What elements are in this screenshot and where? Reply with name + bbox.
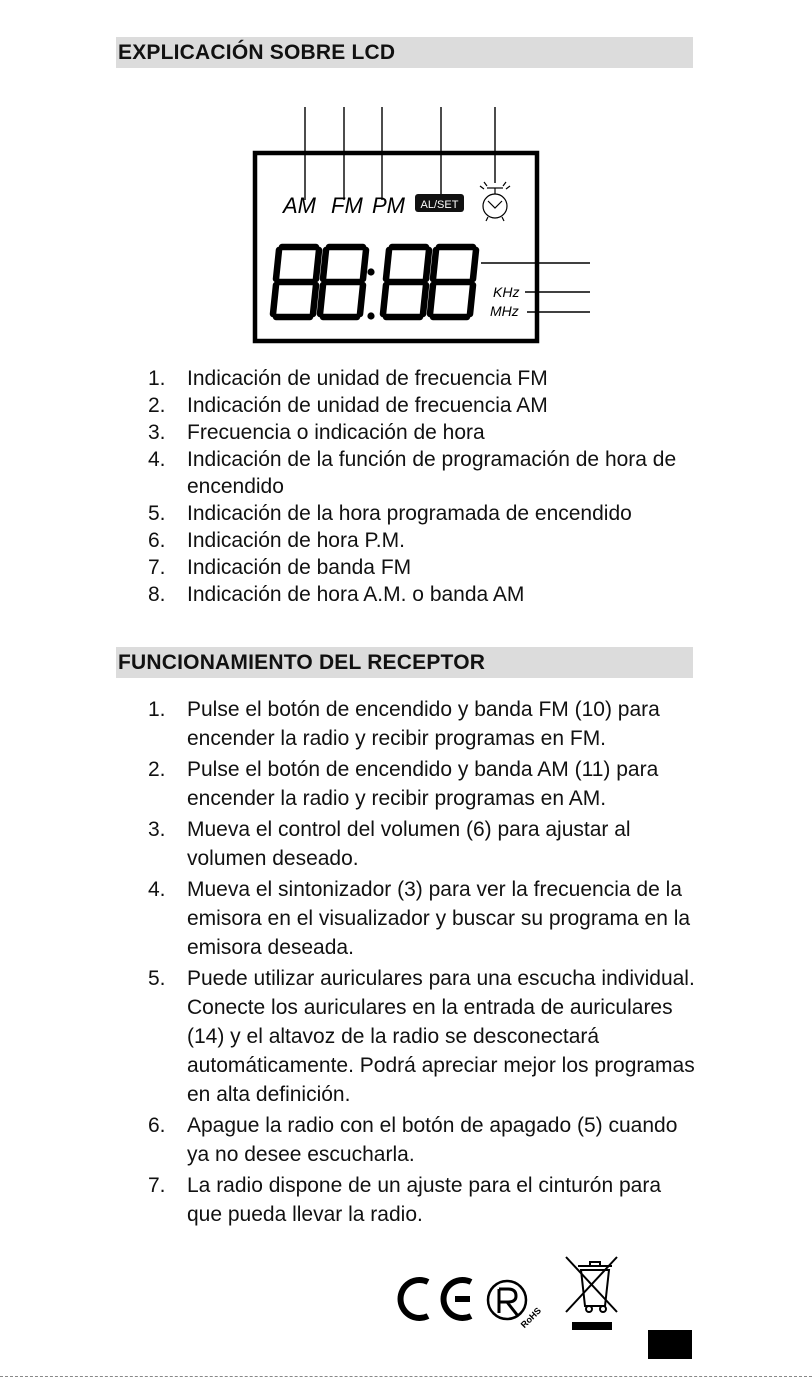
list-item-number: 6. [148, 1114, 166, 1137]
list-item-text: Pulse el botón de encendido y banda FM (10) para encender la radio y recibir programas en FM. [187, 698, 660, 750]
list-item-text: Frecuencia o indicación de hora [187, 421, 485, 444]
list-item [0, 875, 812, 962]
list-item-number: 8. [148, 583, 166, 606]
lcd-pm-indicator: PM [372, 193, 405, 218]
list-item-text: Indicación de la hora programada de encendido [187, 502, 632, 525]
rohs-mark-icon [488, 1281, 543, 1330]
list-item [0, 695, 812, 753]
lcd-diagram [0, 0, 812, 360]
lcd-digit [273, 247, 319, 317]
receiver-operation-list [0, 695, 812, 1231]
lcd-digit [320, 247, 366, 317]
lcd-explanation-list [0, 365, 812, 608]
list-item [0, 964, 812, 1109]
page-bottom-rule [0, 1376, 812, 1377]
lcd-colon-dot [367, 268, 374, 275]
list-item-number: 1. [148, 698, 166, 721]
list-item [0, 419, 812, 446]
list-item-text: Indicación de hora P.M. [187, 529, 405, 552]
list-item [0, 527, 812, 554]
list-item [0, 446, 812, 500]
list-item-text: Apague la radio con el botón de apagado (5) cuando ya no desee escucharla. [187, 1114, 678, 1166]
crossed-bin-icon [566, 1257, 617, 1330]
lcd-digit [430, 247, 476, 317]
list-item-number: 7. [148, 556, 166, 579]
section-title-lcd: EXPLICACIÓN SOBRE LCD [116, 37, 693, 68]
list-item [0, 1111, 812, 1169]
list-item-text: Indicación de unidad de frecuencia AM [187, 394, 548, 417]
list-item-number: 1. [148, 367, 166, 390]
list-item-number: 7. [148, 1174, 166, 1197]
list-item [0, 815, 812, 873]
list-item-number: 5. [148, 502, 166, 525]
list-item-text: Indicación de unidad de frecuencia FM [187, 367, 548, 390]
ce-mark-icon [401, 1280, 471, 1318]
lcd-digit [383, 247, 429, 317]
list-item-number: 2. [148, 758, 166, 781]
list-item-number: 3. [148, 818, 166, 841]
lcd-colon-dot [367, 312, 374, 319]
lcd-mhz-unit: MHz [490, 303, 519, 319]
list-item-text: Indicación de banda FM [187, 556, 412, 579]
list-item-text: Mueva el control del volumen (6) para ajustar al volumen deseado. [187, 818, 631, 870]
list-item-number: 3. [148, 421, 166, 444]
list-item-text: Puede utilizar auriculares para una escucha individual. Conecte los auriculares en la entrada de auriculares (14) y el altavoz de la radio se desconectará automáticamente. Podrá apreciar mejor los programas en alta definición. [187, 967, 695, 1106]
rohs-label: RoHS [518, 1305, 544, 1330]
list-item-text: Indicación de hora A.M. o banda AM [187, 583, 525, 606]
list-item-number: 4. [148, 878, 166, 901]
page-marker-block [648, 1330, 692, 1359]
list-item-number: 2. [148, 394, 166, 417]
lcd-seven-segment-digits [273, 247, 476, 320]
list-item [0, 392, 812, 419]
list-item-text: Pulse el botón de encendido y banda AM (11) para encender la radio y recibir programas en AM. [187, 758, 659, 810]
list-item [0, 755, 812, 813]
section-title-receiver: FUNCIONAMIENTO DEL RECEPTOR [116, 647, 693, 678]
list-item-number: 6. [148, 529, 166, 552]
list-item-text: La radio dispone de un ajuste para el cinturón para que pueda llevar la radio. [187, 1174, 661, 1226]
list-item-text: Mueva el sintonizador (3) para ver la frecuencia de la emisora en el visualizador y buscar su programa en la emisora deseada. [187, 878, 691, 959]
list-item-number: 4. [148, 448, 166, 471]
lcd-fm-indicator: FM [331, 193, 363, 218]
list-item-number: 5. [148, 967, 166, 990]
list-item [0, 554, 812, 581]
list-item-text: Indicación de la función de programación de hora de encendido [187, 448, 677, 498]
list-item [0, 365, 812, 392]
alarm-clock-icon [480, 182, 510, 221]
list-item [0, 581, 812, 608]
lcd-am-indicator: AM [283, 193, 316, 218]
lcd-khz-unit: KHz [493, 284, 520, 300]
list-item [0, 500, 812, 527]
lcd-alset-label: AL/SET [420, 199, 459, 211]
list-item [0, 1171, 812, 1229]
